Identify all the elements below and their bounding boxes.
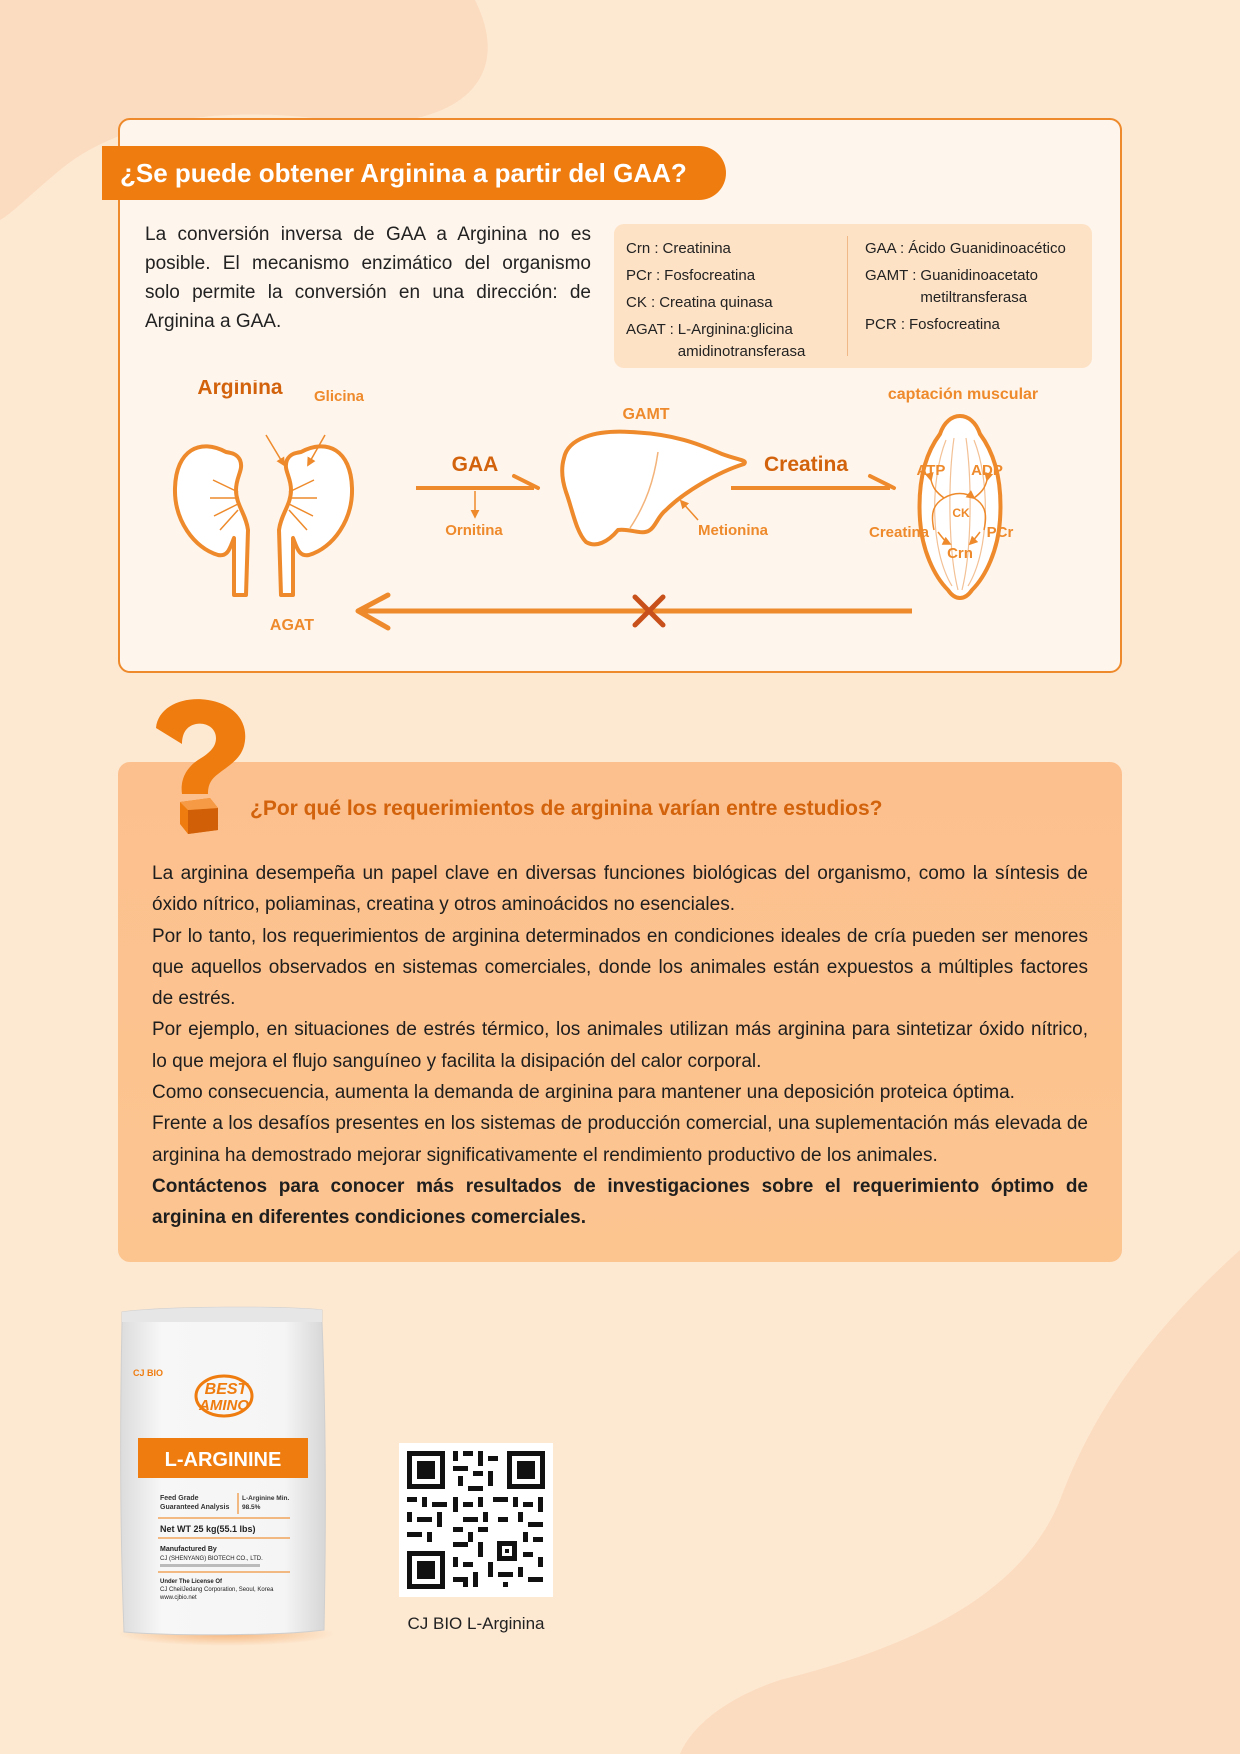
product-bag-image — [108, 1300, 344, 1650]
abbreviation-key: PCr : — [626, 267, 661, 284]
bag-product-label: L-ARGININE — [164, 1449, 282, 1471]
abbreviation-value: Creatinina — [662, 240, 731, 257]
ornitina-label: Ornitina — [445, 522, 503, 539]
abbreviation-item — [626, 316, 848, 365]
qr-code-image — [399, 1443, 553, 1597]
abbreviation-value: L-Arginina:glicina amidinotransferasa — [677, 321, 806, 360]
muscle-creatina-label: Creatina — [868, 524, 930, 541]
paragraph: Por ejemplo, en situaciones de estrés térmico, los animales utilizan más arginina para sintetizar óxido nítrico, lo que mejora el flujo sanguíneo y facilita la disipación del calor corporal. — [152, 1019, 1088, 1072]
gamt-label: GAMT — [622, 406, 670, 423]
abbreviation-key: GAA : — [865, 240, 905, 257]
agat-label: AGAT — [269, 617, 315, 634]
abbreviation-item — [865, 235, 1087, 262]
bag-brand-text: CJ BIO — [132, 1368, 164, 1378]
arginina-arrow — [266, 435, 284, 465]
bag-license: Under The License Of — [160, 1579, 223, 1585]
section1-title: ¿Se puede obtener Arginina a partir del GAA? — [102, 146, 726, 200]
bag-net-weight: Net WT 25 kg(55.1 lbs) — [160, 1524, 256, 1534]
abbreviation-divider — [847, 236, 848, 356]
abbreviation-legend — [614, 224, 1092, 368]
adp-label: ADP — [971, 462, 1003, 479]
paragraph: La arginina desempeña un papel clave en diversas funciones biológicas del organismo, como la síntesis de óxido nítrico, poliaminas, creatina y otros aminoácidos no esenciales. — [152, 863, 1088, 916]
section2-title: ¿Por qué los requerimientos de arginina varían entre estudios? — [250, 797, 883, 820]
abbreviation-key: PCR : — [865, 316, 906, 333]
bag-feed-grade: Feed Grade — [160, 1495, 199, 1502]
abbreviation-item — [626, 262, 848, 289]
kidney-icon — [175, 446, 352, 595]
crn-label: Crn — [947, 545, 973, 562]
abbreviation-item — [626, 289, 848, 316]
abbreviation-list-left — [626, 235, 848, 365]
abbreviation-key: Crn : — [626, 240, 659, 257]
paragraph: Por lo tanto, los requerimientos de arginina determinados en condiciones ideales de cría pueden ser menores que aquellos observados en sistemas comerciales, donde los animales están expuestos a múltiples factores de estrés. — [152, 925, 1088, 1010]
paragraph: Frente a los desafíos presentes en los sistemas de producción comercial, una suplementación más elevada de arginina ha demostrado mejorar significativamente el rendimiento productivo de los animales. — [152, 1113, 1088, 1166]
bag-logo-line2: AMINO — [199, 1397, 249, 1414]
qr-caption: CJ BIO L-Arginina — [407, 1614, 545, 1633]
section2-body — [152, 858, 1088, 1234]
abbreviation-value: Creatina quinasa — [659, 294, 773, 311]
metionina-label: Metionina — [698, 522, 768, 539]
ck-label: CK — [952, 506, 970, 520]
gaa-label: GAA — [451, 453, 499, 476]
abbreviation-list-right — [865, 235, 1087, 338]
pcr-label: PCr — [986, 524, 1014, 541]
question-mark-icon — [140, 694, 260, 834]
abbreviation-key: AGAT : — [626, 321, 674, 338]
bag-manufacturer: CJ (SHENYANG) BIOTECH CO., LTD. — [160, 1556, 263, 1562]
bag-licensor: CJ CheilJedang Corporation, Seoul, Korea — [160, 1587, 274, 1593]
abbreviation-key: CK : — [626, 294, 656, 311]
atp-label: ATP — [916, 462, 946, 479]
bag-min-line2: 98.5% — [242, 1504, 261, 1511]
bag-manufactured-by: Manufactured By — [160, 1546, 217, 1553]
abbreviation-key: GAMT : — [865, 267, 917, 284]
section1-intro: La conversión inversa de GAA a Arginina no es posible. El mecanismo enzimático del organismo solo permite la conversión en una dirección: de Arginina a GAA. — [145, 224, 591, 332]
glicina-label: Glicina — [313, 388, 365, 405]
bag-website: www.cjbio.net — [160, 1595, 197, 1601]
metionina-arrow — [681, 501, 698, 520]
abbreviation-value: Guanidinoacetato metiltransferasa — [920, 267, 1038, 306]
bag-guaranteed: Guaranteed Analysis — [160, 1504, 230, 1511]
closing-paragraph: Contáctenos para conocer más resultados de investigaciones sobre el requerimiento óptimo de arginina en diferentes condiciones comerciales. — [152, 1175, 1088, 1229]
bag-logo-line1: BEST — [204, 1381, 248, 1398]
creatina-label: Creatina — [763, 453, 849, 476]
abbreviation-item — [865, 262, 1087, 311]
arginina-label: Arginina — [197, 380, 283, 399]
captacion-muscular-label: captación muscular — [887, 386, 1039, 403]
creatine-pathway-diagram — [118, 380, 1122, 650]
paragraph: Como consecuencia, aumenta la demanda de arginina para mantener una deposición proteica óptima. — [152, 1082, 1015, 1104]
abbreviation-value: Fosfocreatina — [909, 316, 1000, 333]
abbreviation-value: Fosfocreatina — [664, 267, 756, 284]
abbreviation-item — [626, 235, 848, 262]
bag-min-line1: L-Arginine Min. — [242, 1495, 290, 1502]
abbreviation-value: Ácido Guanidinoacético — [908, 240, 1066, 257]
abbreviation-item — [865, 311, 1087, 338]
